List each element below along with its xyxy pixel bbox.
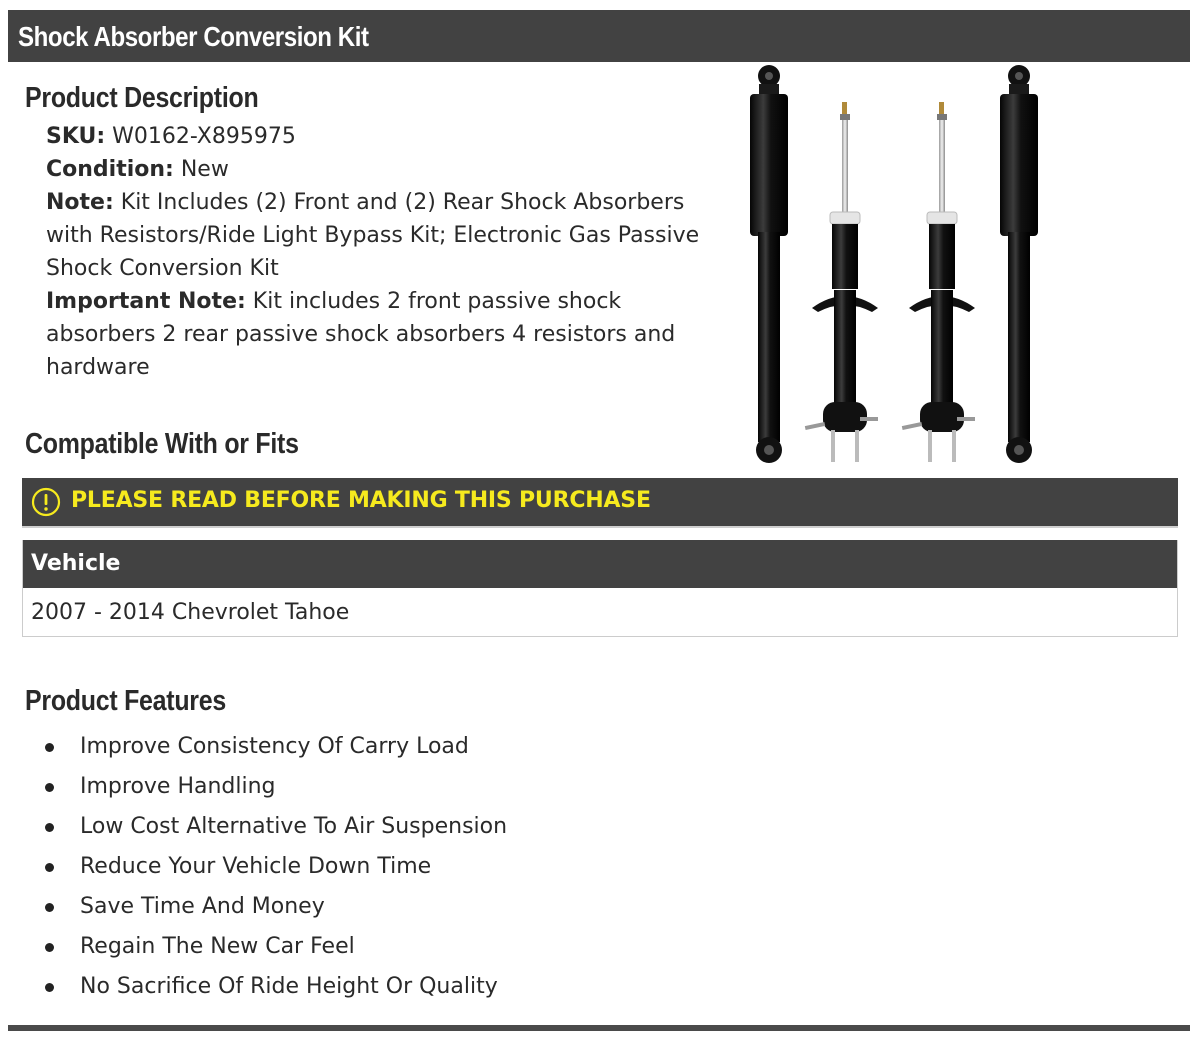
bottom-divider — [8, 1025, 1190, 1031]
sku-value: W0162-X895975 — [112, 124, 296, 149]
condition-value: New — [180, 157, 229, 182]
table-row: 2007 - 2014 Chevrolet Tahoe — [31, 600, 350, 625]
feature-text: Low Cost Alternative To Air Suspension — [80, 814, 508, 839]
important-note-line — [46, 285, 716, 384]
compatibility-heading: Compatible With or Fits — [25, 428, 299, 460]
features-list — [40, 727, 507, 1007]
bullet-dot-icon — [45, 743, 54, 752]
product-description — [46, 120, 716, 384]
note-value: Kit Includes (2) Front and (2) Rear Shock Absorbers with Resistors/Ride Light Bypass Kit; Electronic Gas Passive Shock Conversion Kit — [46, 190, 700, 281]
page-title: Shock Absorber Conversion Kit — [18, 21, 369, 52]
bullet-dot-icon — [45, 943, 54, 952]
purchase-notice-bar — [22, 478, 1178, 528]
bullet-dot-icon — [45, 983, 54, 992]
feature-text: Regain The New Car Feel — [80, 934, 355, 959]
bullet-dot-icon — [45, 823, 54, 832]
shock-absorber-kit-image — [735, 62, 1055, 472]
sku-line — [46, 120, 716, 153]
note-label: Note: — [46, 190, 114, 215]
title-bar — [8, 10, 1190, 62]
product-description-heading: Product Description — [25, 82, 259, 114]
list-item — [40, 967, 507, 1007]
vehicle-column-header: Vehicle — [23, 540, 1177, 588]
list-item — [40, 887, 507, 927]
list-item — [40, 807, 507, 847]
list-item — [40, 727, 507, 767]
rear-shock-left — [750, 65, 788, 463]
feature-text: Save Time And Money — [80, 894, 325, 919]
bullet-dot-icon — [45, 863, 54, 872]
bullet-dot-icon — [45, 903, 54, 912]
purchase-notice-text: PLEASE READ BEFORE MAKING THIS PURCHASE — [71, 488, 651, 513]
rear-shock-right — [1000, 65, 1038, 463]
bullet-dot-icon — [45, 783, 54, 792]
list-item — [40, 767, 507, 807]
important-note-value: Kit includes 2 front passive shock absorbers 2 rear passive shock absorbers 4 resistors and hardware — [46, 289, 676, 380]
note-line — [46, 186, 716, 285]
sku-label: SKU: — [46, 124, 106, 149]
list-item — [40, 927, 507, 967]
front-shock-right — [902, 102, 975, 462]
front-shock-left — [805, 102, 878, 462]
product-features-heading: Product Features — [25, 685, 226, 717]
warning-circle-icon — [31, 487, 61, 517]
feature-text: Improve Handling — [80, 774, 276, 799]
feature-text: Reduce Your Vehicle Down Time — [80, 854, 432, 879]
feature-text: No Sacrifice Of Ride Height Or Quality — [80, 974, 498, 999]
important-note-label: Important Note: — [46, 289, 246, 314]
condition-line — [46, 153, 716, 186]
list-item — [40, 847, 507, 887]
feature-text: Improve Consistency Of Carry Load — [80, 734, 469, 759]
vehicle-table — [22, 540, 1178, 637]
condition-label: Condition: — [46, 157, 174, 182]
